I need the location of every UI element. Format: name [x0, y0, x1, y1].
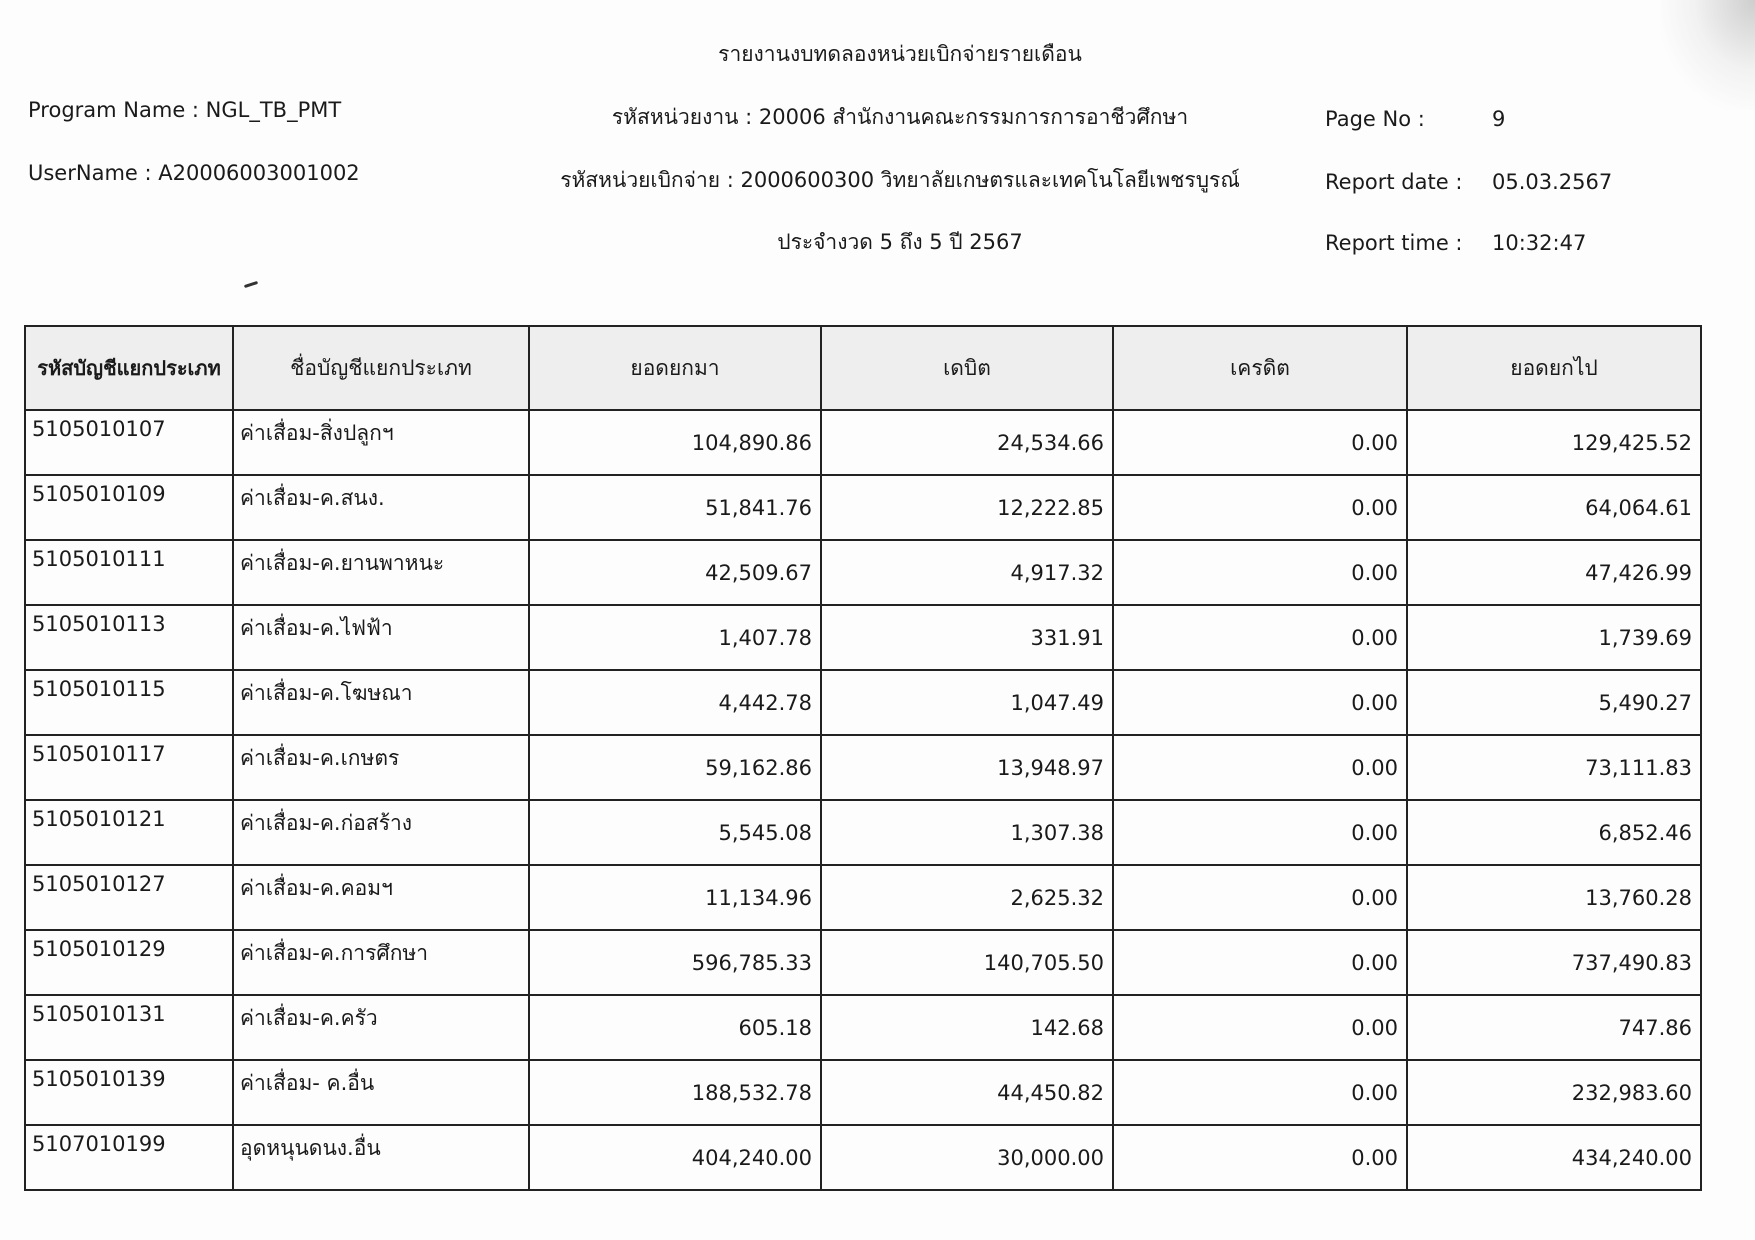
- report-date-label: Report date :: [1325, 170, 1463, 194]
- closing-balance-cell: 64,064.61: [1407, 475, 1701, 540]
- account-name-cell: ค่าเสื่อม-ค.ยานพาหนะ: [233, 540, 529, 605]
- column-header-credit: เครดิต: [1113, 326, 1407, 410]
- opening-balance-cell: 605.18: [529, 995, 821, 1060]
- opening-balance-cell: 42,509.67: [529, 540, 821, 605]
- opening-balance-cell: 59,162.86: [529, 735, 821, 800]
- table-row: [25, 865, 1701, 930]
- account-name-cell: ค่าเสื่อม-ค.เกษตร: [233, 735, 529, 800]
- closing-balance-cell: 232,983.60: [1407, 1060, 1701, 1125]
- account-code-cell: 5105010109: [25, 475, 233, 540]
- credit-cell: 0.00: [1113, 670, 1407, 735]
- closing-balance-cell: 73,111.83: [1407, 735, 1701, 800]
- debit-cell: 44,450.82: [821, 1060, 1113, 1125]
- opening-balance-cell: 1,407.78: [529, 605, 821, 670]
- account-name-cell: ค่าเสื่อม-ค.การศึกษา: [233, 930, 529, 995]
- account-name-cell: ค่าเสื่อม- ค.อื่น: [233, 1060, 529, 1125]
- account-code-cell: 5105010117: [25, 735, 233, 800]
- debit-cell: 12,222.85: [821, 475, 1113, 540]
- credit-cell: 0.00: [1113, 995, 1407, 1060]
- table-row: [25, 1060, 1701, 1125]
- trial-balance-table: [24, 325, 1702, 1191]
- account-code-cell: 5105010113: [25, 605, 233, 670]
- credit-cell: 0.00: [1113, 1060, 1407, 1125]
- closing-balance-cell: 434,240.00: [1407, 1125, 1701, 1190]
- credit-cell: 0.00: [1113, 410, 1407, 475]
- opening-balance-cell: 188,532.78: [529, 1060, 821, 1125]
- closing-balance-cell: 13,760.28: [1407, 865, 1701, 930]
- credit-cell: 0.00: [1113, 475, 1407, 540]
- column-header-account-code: รหัสบัญชีแยกประเภท: [25, 326, 233, 410]
- account-code-cell: 5105010139: [25, 1060, 233, 1125]
- report-title: รายงานงบทดลองหน่วยเบิกจ่ายรายเดือน: [718, 42, 1082, 66]
- closing-balance-cell: 747.86: [1407, 995, 1701, 1060]
- page-no-value: 9: [1492, 107, 1506, 131]
- credit-cell: 0.00: [1113, 540, 1407, 605]
- opening-balance-cell: 51,841.76: [529, 475, 821, 540]
- agency-code: รหัสหน่วยงาน : 20006 สำนักงานคณะกรรมการการอาชีวศึกษา: [611, 105, 1189, 129]
- closing-balance-cell: 737,490.83: [1407, 930, 1701, 995]
- report-time-value: 10:32:47: [1492, 231, 1587, 255]
- debit-cell: 142.68: [821, 995, 1113, 1060]
- debit-cell: 331.91: [821, 605, 1113, 670]
- table-row: [25, 735, 1701, 800]
- closing-balance-cell: 129,425.52: [1407, 410, 1701, 475]
- column-header-debit: เดบิต: [821, 326, 1113, 410]
- table-row: [25, 475, 1701, 540]
- debit-cell: 1,307.38: [821, 800, 1113, 865]
- table-row: [25, 1125, 1701, 1190]
- account-code-cell: 5107010199: [25, 1125, 233, 1190]
- table-row: [25, 410, 1701, 475]
- account-code-cell: 5105010129: [25, 930, 233, 995]
- user-name: UserName : A20006003001002: [28, 161, 360, 185]
- closing-balance-cell: 47,426.99: [1407, 540, 1701, 605]
- page-no-label: Page No :: [1325, 107, 1425, 131]
- disbursement-unit: รหัสหน่วยเบิกจ่าย : 2000600300 วิทยาลัยเกษตรและเทคโนโลยีเพชรบูรณ์: [560, 168, 1240, 192]
- account-name-cell: ค่าเสื่อม-ค.สนง.: [233, 475, 529, 540]
- opening-balance-cell: 404,240.00: [529, 1125, 821, 1190]
- credit-cell: 0.00: [1113, 605, 1407, 670]
- closing-balance-cell: 5,490.27: [1407, 670, 1701, 735]
- scan-shadow: [1660, 0, 1755, 110]
- opening-balance-cell: 4,442.78: [529, 670, 821, 735]
- table-row: [25, 800, 1701, 865]
- debit-cell: 4,917.32: [821, 540, 1113, 605]
- account-name-cell: ค่าเสื่อม-ค.ครัว: [233, 995, 529, 1060]
- opening-balance-cell: 104,890.86: [529, 410, 821, 475]
- account-name-cell: ค่าเสื่อม-ค.ก่อสร้าง: [233, 800, 529, 865]
- report-period: ประจำงวด 5 ถึง 5 ปี 2567: [777, 230, 1023, 254]
- scan-speck: [244, 281, 258, 288]
- account-code-cell: 5105010111: [25, 540, 233, 605]
- table-row: [25, 995, 1701, 1060]
- column-header-account-name: ชื่อบัญชีแยกประเภท: [233, 326, 529, 410]
- account-code-cell: 5105010115: [25, 670, 233, 735]
- report-time-label: Report time :: [1325, 231, 1463, 255]
- closing-balance-cell: 1,739.69: [1407, 605, 1701, 670]
- opening-balance-cell: 596,785.33: [529, 930, 821, 995]
- account-code-cell: 5105010121: [25, 800, 233, 865]
- account-name-cell: ค่าเสื่อม-สิ่งปลูกฯ: [233, 410, 529, 475]
- debit-cell: 13,948.97: [821, 735, 1113, 800]
- table-row: [25, 540, 1701, 605]
- credit-cell: 0.00: [1113, 1125, 1407, 1190]
- closing-balance-cell: 6,852.46: [1407, 800, 1701, 865]
- credit-cell: 0.00: [1113, 865, 1407, 930]
- table-row: [25, 605, 1701, 670]
- debit-cell: 24,534.66: [821, 410, 1113, 475]
- debit-cell: 2,625.32: [821, 865, 1113, 930]
- opening-balance-cell: 5,545.08: [529, 800, 821, 865]
- column-header-opening-balance: ยอดยกมา: [529, 326, 821, 410]
- account-name-cell: ค่าเสื่อม-ค.โฆษณา: [233, 670, 529, 735]
- table-row: [25, 670, 1701, 735]
- column-header-closing-balance: ยอดยกไป: [1407, 326, 1701, 410]
- account-name-cell: ค่าเสื่อม-ค.ไฟฟ้า: [233, 605, 529, 670]
- report-date-value: 05.03.2567: [1492, 170, 1613, 194]
- program-name: Program Name : NGL_TB_PMT: [28, 98, 342, 122]
- credit-cell: 0.00: [1113, 930, 1407, 995]
- account-code-cell: 5105010107: [25, 410, 233, 475]
- table-header-row: [25, 326, 1701, 410]
- account-name-cell: อุดหนุนดนง.อื่น: [233, 1125, 529, 1190]
- credit-cell: 0.00: [1113, 735, 1407, 800]
- debit-cell: 1,047.49: [821, 670, 1113, 735]
- account-name-cell: ค่าเสื่อม-ค.คอมฯ: [233, 865, 529, 930]
- debit-cell: 140,705.50: [821, 930, 1113, 995]
- credit-cell: 0.00: [1113, 800, 1407, 865]
- table-row: [25, 930, 1701, 995]
- account-code-cell: 5105010131: [25, 995, 233, 1060]
- opening-balance-cell: 11,134.96: [529, 865, 821, 930]
- account-code-cell: 5105010127: [25, 865, 233, 930]
- debit-cell: 30,000.00: [821, 1125, 1113, 1190]
